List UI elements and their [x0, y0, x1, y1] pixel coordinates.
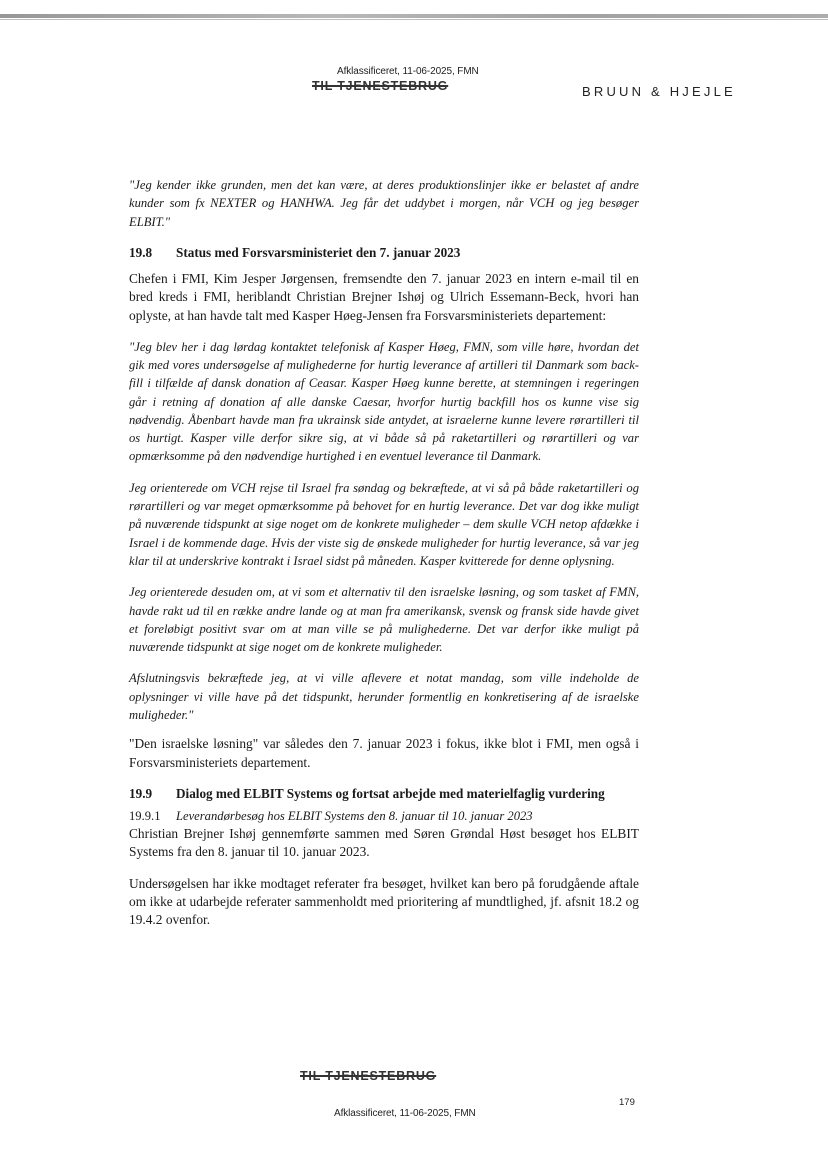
section-heading-19-8	[129, 244, 639, 262]
section-number: 19.8	[129, 244, 153, 260]
subsection-title: Leverandørbesøg hos ELBIT Systems den 8. januar til 10. januar 2023	[176, 808, 533, 823]
quote-paragraph-2: Jeg orienterede om VCH rejse til Israel fra søndag og bekræftede, at vi så på både raketartilleri og rørartilleri og var meget opmærksomme på behovet for en hurtig leverance. Det var dog ikke muligt på nuværende tidspunkt at sige noget om de konkrete muligheder – dem skulle VCH netop afdække i Israel i de kommende dage. Hvis der viste sig de ønskede muligheder for hurtig leverance, så var jeg klar til at underskrive kontrakt i Israel sidst på måneden. Kasper kvitterede for denne oplysning.	[129, 480, 639, 568]
document-body	[129, 176, 639, 929]
scan-edge	[0, 14, 828, 18]
quote-paragraph-1: "Jeg blev her i dag lørdag kontaktet telefonisk af Kasper Høeg, FMN, som ville høre, hvordan det gik med vores undersøgelse af mulighederne for hurtig leverance af artilleri til Danmark som back-fill i tilfælde af dansk donation af Ceasar. Kasper Høeg kunne berette, at stemningen i regeringen går i retning af donation af alle danske Caesar, hvorfor hurtig backfill hos os kunne vise sig nødvendig. Åbenbart havde man fra ukrainsk side antydet, at israelerne kunne levere rørartilleri til os hurtigt. Kasper ville derfor sikre sig, at vi både så på raketartilleri og rørartilleri og var opmærksomme på den nødvendige hurtighed i en eventuel leverance til Danmark.	[129, 339, 639, 464]
footer-declassified-stamp: Afklassificeret, 11-06-2025, FMN	[334, 1108, 476, 1119]
header-declassified-stamp: Afklassificeret, 11-06-2025, FMN	[337, 66, 479, 77]
quote-paragraph-3: Jeg orienterede desuden om, at vi som et alternativ til den israelske løsning, og som tasket af FMN, havde rakt ud til en række andre lande og at man fra amerikansk, svensk og fransk side havde givet et foreløbigt positivt svar om at man ville se på mulighederne. Det var derfor ikke muligt på nuværende tidspunkt at sige noget om de konkrete muligheder.	[129, 585, 639, 655]
section-title: Status med Forsvarsministeriet den 7. januar 2023	[176, 244, 461, 260]
section-heading-19-9	[129, 785, 639, 803]
section-number: 19.9	[129, 785, 153, 801]
paragraph-19-9-1: Christian Brejner Ishøj gennemførte sammen med Søren Grøndal Høst besøget hos ELBIT Systems fra den 8. januar til 10. januar 2023.	[129, 826, 639, 860]
page-number: 179	[619, 1097, 635, 1108]
paragraph-focus: "Den israelske løsning" var således den 7. januar 2023 i fokus, ikke blot i FMI, men også i Forsvarsministeriets departement.	[129, 736, 639, 770]
brand-logo: BRUUN & HJEJLE	[582, 84, 736, 99]
quote-paragraph-4: Afslutningsvis bekræftede jeg, at vi ville aflevere et notat mandag, som ville indeholde de oplysninger vi ville have på det tidspunkt, herunder formentlig en konkretisering af de israelske muligheder."	[129, 671, 639, 723]
footer-classification: TIL TJENESTEBRUG	[300, 1069, 437, 1083]
quote-intro: "Jeg kender ikke grunden, men det kan være, at deres produktionslinjer ikke er belastet af andre kunder som fx NEXTER og HANHWA. Jeg får det uddybet i morgen, når VCH og jeg besøger ELBIT."	[129, 178, 639, 229]
subsection-heading-19-9-1	[129, 807, 639, 825]
paragraph-final: Undersøgelsen har ikke modtaget referater fra besøget, hvilket kan bero på forudgående aftale om ikke at udarbejde referater sammenholdt med prioritering af mundtlighed, jf. afsnit 18.2 og 19.4.2 ovenfor.	[129, 875, 639, 927]
paragraph-19-8: Chefen i FMI, Kim Jesper Jørgensen, fremsendte den 7. januar 2023 en intern e-mail til en bred kreds i FMI, heriblandt Christian Brejner Ishøj og Ulrich Essemann-Beck, hvori han oplyste, at han havde talt med Kasper Høeg-Jensen fra Forsvarsministeriets departement:	[129, 271, 639, 323]
scan-edge-line	[0, 19, 828, 20]
header-classification: TIL TJENESTEBRUG	[312, 79, 449, 93]
section-title: Dialog med ELBIT Systems og fortsat arbejde med materielfaglig vurdering	[176, 785, 605, 801]
subsection-number: 19.9.1	[129, 808, 161, 823]
